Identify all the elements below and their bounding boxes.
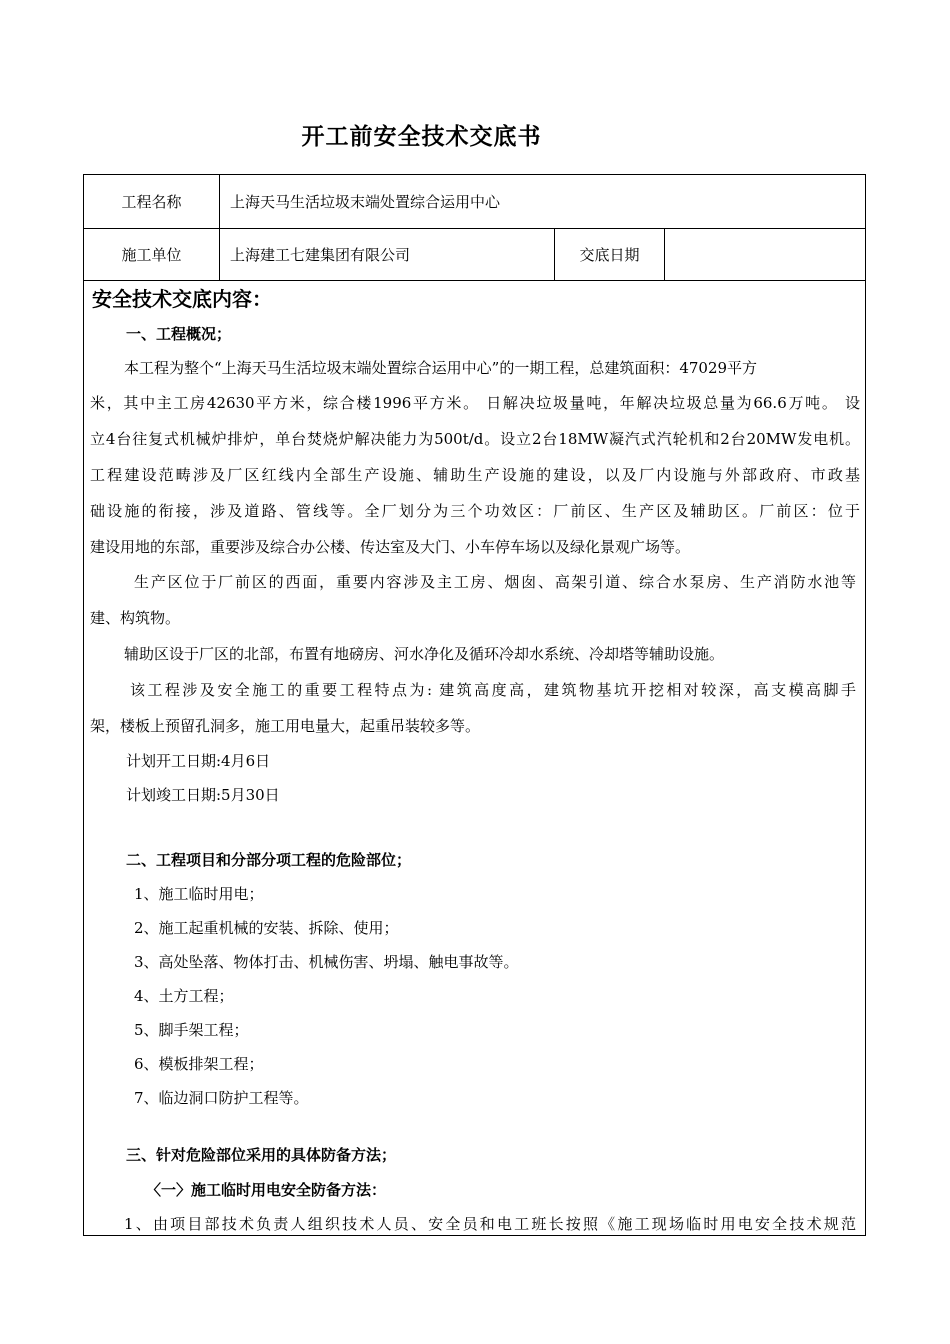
measure-item: 1、由项目部技术负责人组织技术人员、安全员和电工班长按照《施工现场临时用电安全技术规范 bbox=[124, 1215, 856, 1233]
section2-title: 二、工程项目和分部分项工程的危险部位； bbox=[126, 851, 412, 869]
content-heading: 安全技术交底内容： bbox=[92, 287, 272, 311]
unit-value: 上海建工七建集团有限公司 bbox=[220, 229, 555, 280]
hazard-item: 4、土方工程； bbox=[134, 987, 234, 1005]
hazard-item: 6、模板排架工程； bbox=[134, 1055, 264, 1073]
hazard-item: 1、施工临时用电； bbox=[134, 885, 264, 903]
overview-line: 础设施的衔接，涉及道路、管线等。全厂划分为三个功效区：厂前区、生产区及辅助区。厂前区：位于 bbox=[90, 502, 860, 520]
production-line: 生产区位于厂前区的西面，重要内容涉及主工房、烟囱、高架引道、综合水泵房、生产消防水池等 bbox=[134, 573, 856, 591]
hazard-item: 7、临边洞口防护工程等。 bbox=[134, 1089, 309, 1107]
project-name-label: 工程名称 bbox=[84, 175, 220, 228]
features-line: 架，楼板上预留孔洞多，施工用电量大，起重吊装较多等。 bbox=[90, 717, 481, 735]
overview-line: 立4台往复式机械炉排炉，单台焚烧炉解决能力为500t/d。设立2台18MW凝汽式汽轮机和2台20MW发电机。 bbox=[90, 430, 860, 448]
hazard-item: 2、施工起重机械的安装、拆除、使用； bbox=[134, 919, 399, 937]
subsection1-title: 〈一〉施工临时用电安全防备方法： bbox=[146, 1181, 387, 1199]
unit-label: 施工单位 bbox=[84, 229, 220, 280]
auxiliary-line: 辅助区设于厂区的北部，布置有地磅房、河水净化及循环冷却水系统、冷却塔等辅助设施。 bbox=[124, 645, 725, 663]
start-date: 计划开工日期:4月6日 bbox=[126, 752, 271, 770]
date-label: 交底日期 bbox=[555, 229, 665, 280]
production-line: 建、构筑物。 bbox=[90, 609, 181, 627]
overview-line: 工程建设范畴涉及厂区红线内全部生产设施、辅助生产设施的建设，以及厂内设施与外部政府、市政基 bbox=[90, 466, 860, 484]
unit-row bbox=[84, 229, 865, 281]
features-line: 该工程涉及安全施工的重要工程特点为: 建筑高度高，建筑物基坑开挖相对较深，高支模高脚手 bbox=[130, 681, 856, 699]
date-value bbox=[665, 229, 865, 280]
hazard-item: 5、脚手架工程； bbox=[134, 1021, 249, 1039]
overview-line: 本工程为整个“上海天马生活垃圾末端处置综合运用中心”的一期工程，总建筑面积：47029平方 bbox=[124, 359, 758, 377]
section3-title: 三、针对危险部位采用的具体防备方法； bbox=[126, 1146, 397, 1164]
section1-title: 一、工程概况； bbox=[126, 325, 232, 343]
overview-line: 米，其中主工房42630平方米，综合楼1996平方米。 日解决垃圾量吨，年解决垃圾总量为66.6万吨。 设 bbox=[90, 394, 860, 412]
end-date: 计划竣工日期:5月30日 bbox=[126, 786, 280, 804]
project-name-row bbox=[84, 175, 865, 229]
document-title: 开工前安全技术交底书 bbox=[301, 124, 542, 150]
project-name-value: 上海天马生活垃圾末端处置综合运用中心 bbox=[230, 193, 501, 211]
hazard-item: 3、高处坠落、物体打击、机械伤害、坍塌、触电事故等。 bbox=[134, 953, 519, 971]
disclosure-form bbox=[83, 174, 866, 1236]
overview-line: 建设用地的东部，重要涉及综合办公楼、传达室及大门、小车停车场以及绿化景观广场等。 bbox=[90, 538, 691, 556]
